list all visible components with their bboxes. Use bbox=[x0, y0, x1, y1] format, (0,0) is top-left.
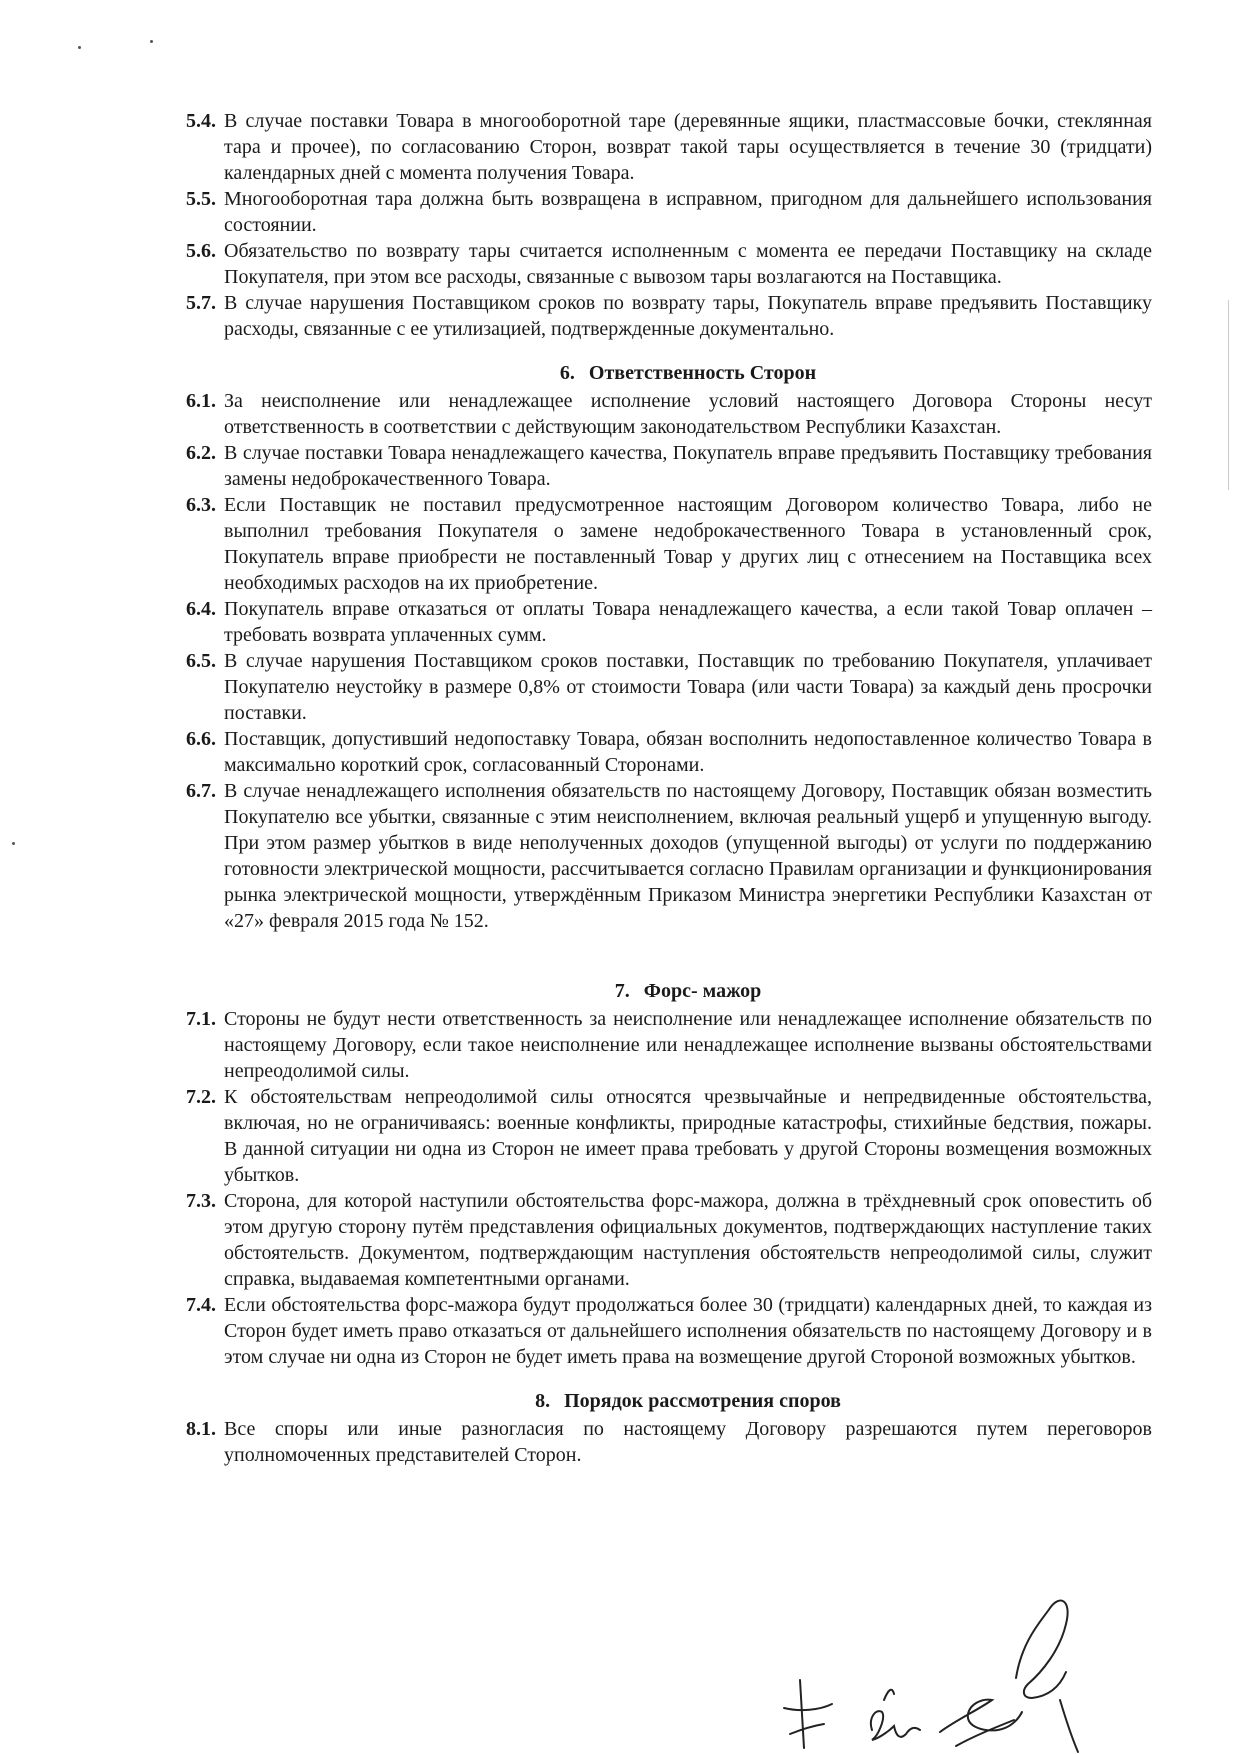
scan-speck bbox=[150, 40, 153, 43]
clause-7-3 bbox=[186, 1188, 1152, 1292]
clause-6-5 bbox=[186, 648, 1152, 726]
clause-text: К обстоятельствам непреодолимой силы относятся чрезвычайные и непредвиденные обстоятельства, включая, но не ограничиваясь: военные конфликты, природные катастрофы, стихийные бедствия, пожары. В данной ситуации ни одна из Сторон не имеет права требовать у другой Стороны возмещения возможных убытков. bbox=[224, 1086, 1152, 1186]
clause-6-1 bbox=[186, 388, 1152, 440]
section-heading bbox=[224, 1388, 1152, 1414]
clause-number: 7.3. bbox=[186, 1190, 216, 1212]
clause-5-5 bbox=[186, 186, 1152, 238]
clause-6-4 bbox=[186, 596, 1152, 648]
clause-text: Если Поставщик не поставил предусмотренное настоящим Договором количество Товара, либо не выполнил требования Покупателя о замене недоброкачественного Товара в установленный срок, Покупатель вправе приобрести не поставленный Товар у других лиц с отнесением на Поставщика всех необходимых расходов на их приобретение. bbox=[224, 494, 1152, 594]
clause-number: 6.7. bbox=[186, 780, 216, 802]
section-6-liability bbox=[186, 360, 1152, 934]
section-8-disputes bbox=[186, 1388, 1152, 1468]
clause-number: 5.7. bbox=[186, 292, 216, 314]
clause-7-1 bbox=[186, 1006, 1152, 1084]
scan-speck bbox=[78, 46, 81, 49]
section-heading-number: 7. bbox=[614, 980, 630, 1002]
clause-number: 7.2. bbox=[186, 1086, 216, 1108]
clause-number: 6.4. bbox=[186, 598, 216, 620]
clause-number: 6.2. bbox=[186, 442, 216, 464]
section-heading-title: Ответственность Сторон bbox=[588, 362, 817, 384]
initial-mark-1 bbox=[784, 1680, 832, 1748]
clause-number: 5.5. bbox=[186, 188, 216, 210]
clause-number: 6.5. bbox=[186, 650, 216, 672]
clause-number: 6.3. bbox=[186, 494, 216, 516]
clause-text: Стороны не будут нести ответственность за неисполнение или ненадлежащее исполнение обязательств по настоящему Договору, если такое неисполнение или ненадлежащее исполнение вызваны обстоятельствами непреодолимой силы. bbox=[224, 1008, 1152, 1082]
clause-text: В случае нарушения Поставщиком сроков поставки, Поставщик по требованию Покупателя, уплачивает Покупателю неустойку в размере 0,8% от стоимости Товара (или части Товара) за каждый день просрочки поставки. bbox=[224, 650, 1152, 724]
clause-8-1 bbox=[186, 1416, 1152, 1468]
clause-text: За неисполнение или ненадлежащее исполнение условий настоящего Договора Стороны несут ответственность в соответствии с действующим законодательством Республики Казахстан. bbox=[224, 390, 1152, 438]
clause-text: Покупатель вправе отказаться от оплаты Товара ненадлежащего качества, а если такой Товар оплачен – требовать возврата уплаченных сумм. bbox=[224, 598, 1152, 646]
clause-number: 7.1. bbox=[186, 1008, 216, 1030]
clause-text: Поставщик, допустивший недопоставку Товара, обязан восполнить недопоставленное количество Товара в максимально короткий срок, согласованный Сторонами. bbox=[224, 728, 1152, 776]
section-heading-number: 8. bbox=[535, 1390, 551, 1412]
clause-text: В случае нарушения Поставщиком сроков по возврату тары, Покупатель вправе предъявить Поставщику расходы, связанные с ее утилизацией, подтвержденные документально. bbox=[224, 292, 1152, 340]
clause-text: Обязательство по возврату тары считается исполненным с момента ее передачи Поставщику на складе Покупателя, при этом все расходы, связанные с вывозом тары возлагаются на Поставщика. bbox=[224, 240, 1152, 288]
scan-edge-mark bbox=[1228, 300, 1229, 490]
clause-number: 6.6. bbox=[186, 728, 216, 750]
clause-5-7 bbox=[186, 290, 1152, 342]
clause-6-3 bbox=[186, 492, 1152, 596]
clause-7-2 bbox=[186, 1084, 1152, 1188]
section-heading-title: Форс- мажор bbox=[643, 980, 762, 1002]
clause-number: 6.1. bbox=[186, 390, 216, 412]
clause-6-6 bbox=[186, 726, 1152, 778]
clause-text: Сторона, для которой наступили обстоятельства форс-мажора, должна в трёхдневный срок оповестить об этом другую сторону путём представления официальных документов, подтверждающих наступление таких обстоятельств. Документом, подтверждающим наступления обстоятельств непреодолимой силы, служит справка, выдаваемая компетентными органами. bbox=[224, 1190, 1152, 1290]
clause-text: В случае поставки Товара ненадлежащего качества, Покупатель вправе предъявить Поставщику требования замены недоброкачественного Товара. bbox=[224, 442, 1152, 490]
initial-mark-2 bbox=[871, 1690, 920, 1740]
clause-6-7 bbox=[186, 778, 1152, 934]
signature-scribble bbox=[940, 1601, 1078, 1752]
clause-5-6 bbox=[186, 238, 1152, 290]
clause-text: В случае поставки Товара в многооборотной таре (деревянные ящики, пластмассовые бочки, стеклянная тара и прочее), по согласованию Сторон, возврат такой тары осуществляется в течение 30 (тридцати) календарных дней с момента получения Товара. bbox=[224, 110, 1152, 184]
clause-number: 7.4. bbox=[186, 1294, 216, 1316]
section-heading-title: Порядок рассмотрения споров bbox=[564, 1390, 841, 1412]
section-5-continued bbox=[186, 108, 1152, 342]
clause-text: Многооборотная тара должна быть возвращена в исправном, пригодном для дальнейшего использования состоянии. bbox=[224, 188, 1152, 236]
signatures bbox=[760, 1580, 1180, 1754]
clause-text: Если обстоятельства форс-мажора будут продолжаться более 30 (тридцати) календарных дней, то каждая из Сторон будет иметь право отказаться от дальнейшего исполнения обязательств по настоящему Договору и в этом случае ни одна из Сторон не будет иметь права на возмещение другой Стороной возможных убытков. bbox=[224, 1294, 1152, 1368]
clause-number: 5.6. bbox=[186, 240, 216, 262]
section-heading-number: 6. bbox=[559, 362, 575, 384]
clause-text: В случае ненадлежащего исполнения обязательств по настоящему Договору, Поставщик обязан возместить Покупателю все убытки, связанные с этим неисполнением, включая реальный ущерб и упущенную выгоду. При этом размер убытков в виде неполученных доходов (упущенной выгоды) от услуги по поддержанию готовности электрической мощности, рассчитывается согласно Правилам организации и функционирования рынка электрической мощности, утверждённым Приказом Министра энергетики Республики Казахстан от «27» февраля 2015 года № 152. bbox=[224, 780, 1152, 932]
section-heading bbox=[224, 360, 1152, 386]
clause-5-4 bbox=[186, 108, 1152, 186]
clause-7-4 bbox=[186, 1292, 1152, 1370]
clause-6-2 bbox=[186, 440, 1152, 492]
clause-number: 8.1. bbox=[186, 1418, 216, 1440]
scan-speck bbox=[12, 842, 15, 845]
section-heading bbox=[224, 978, 1152, 1004]
document-body bbox=[186, 108, 1152, 1468]
section-7-force-majeure bbox=[186, 978, 1152, 1370]
clause-number: 5.4. bbox=[186, 110, 216, 132]
clause-text: Все споры или иные разногласия по настоящему Договору разрешаются путем переговоров уполномоченных представителей Сторон. bbox=[224, 1418, 1152, 1466]
